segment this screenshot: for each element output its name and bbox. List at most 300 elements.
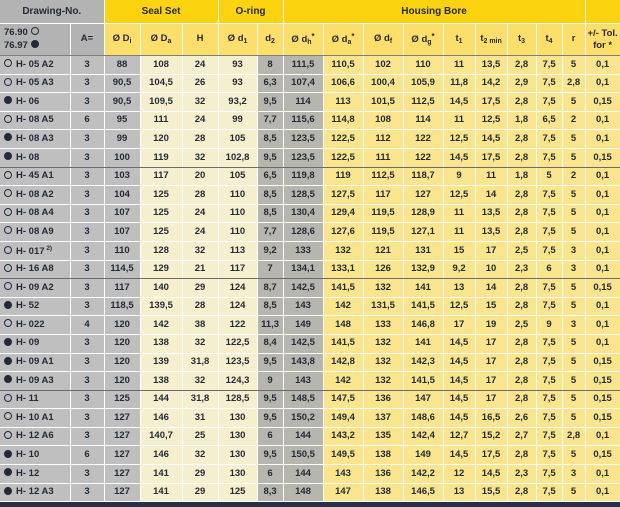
- value-cell: 0,1: [585, 465, 620, 484]
- value-cell: 142,5: [283, 279, 323, 298]
- value-cell: 112: [363, 130, 403, 149]
- value-cell: 140,7: [140, 427, 182, 446]
- value-cell: 9,5: [257, 409, 283, 428]
- value-cell: 114,8: [323, 111, 363, 130]
- value-cell: 105: [218, 130, 257, 149]
- value-cell: 26: [182, 74, 218, 93]
- value-cell: 14,5: [475, 465, 507, 484]
- value-cell: 7,5: [536, 204, 562, 223]
- value-cell: 127: [104, 483, 140, 502]
- value-cell: 12: [443, 465, 475, 484]
- seal-set-group-header: Seal Set: [104, 0, 218, 24]
- open-circle-icon: [31, 27, 39, 35]
- value-cell: 128,5: [283, 186, 323, 205]
- value-cell: 127: [104, 465, 140, 484]
- value-cell: 12,5: [443, 297, 475, 316]
- filled-circle-icon: [4, 450, 12, 458]
- value-cell: 24: [182, 56, 218, 75]
- value-cell: 147,5: [323, 390, 363, 409]
- value-cell: 141,5: [403, 372, 443, 391]
- value-cell: 7,5: [536, 74, 562, 93]
- value-cell: 2,8: [562, 74, 585, 93]
- value-cell: 0,1: [585, 111, 620, 130]
- value-cell: 120: [104, 353, 140, 372]
- column-header: Ø $D_i$: [104, 24, 140, 56]
- value-cell: 2,8: [507, 334, 536, 353]
- value-cell: 17: [475, 334, 507, 353]
- value-cell: 7,5: [536, 297, 562, 316]
- value-cell: 3: [70, 223, 104, 242]
- table-row: [0, 148, 620, 167]
- value-cell: 5: [562, 130, 585, 149]
- drawing-no-label: H- 12: [16, 467, 40, 479]
- value-cell: 142,3: [403, 353, 443, 372]
- value-cell: 9,5: [257, 446, 283, 465]
- column-header-a: A=: [70, 24, 104, 56]
- value-cell: 133,1: [323, 260, 363, 279]
- value-cell: 110: [218, 223, 257, 242]
- value-cell: 8,5: [257, 186, 283, 205]
- value-cell: 13,5: [475, 204, 507, 223]
- value-cell: 142,5: [283, 334, 323, 353]
- value-cell: 115,6: [283, 111, 323, 130]
- value-cell: 20: [182, 167, 218, 186]
- drawing-no-label: H- 16 A8: [16, 263, 54, 275]
- filled-circle-icon: [4, 301, 12, 309]
- value-cell: 7,5: [536, 372, 562, 391]
- value-cell: 109,5: [140, 93, 182, 112]
- table-row: [0, 56, 620, 75]
- value-cell: 128: [140, 241, 182, 260]
- value-cell: 0,1: [585, 56, 620, 75]
- value-cell: 144: [283, 465, 323, 484]
- value-cell: 32: [182, 446, 218, 465]
- column-header: $t_1$: [443, 24, 475, 56]
- column-header: +/- Tol. for *: [585, 24, 620, 56]
- value-cell: 128,6: [283, 223, 323, 242]
- value-cell: 128,9: [403, 204, 443, 223]
- housing-bore-group-header: Housing Bore: [283, 0, 585, 24]
- value-cell: 7,5: [536, 409, 562, 428]
- value-cell: 7,7: [257, 223, 283, 242]
- value-cell: 0,15: [585, 390, 620, 409]
- value-cell: 119: [323, 167, 363, 186]
- value-cell: 7,5: [536, 130, 562, 149]
- value-cell: 142,2: [403, 465, 443, 484]
- value-cell: 24: [182, 204, 218, 223]
- value-cell: 102: [363, 56, 403, 75]
- value-cell: 112,5: [403, 93, 443, 112]
- value-cell: 17: [475, 390, 507, 409]
- table-row: [0, 260, 620, 279]
- value-cell: 6: [257, 465, 283, 484]
- value-cell: 29: [182, 279, 218, 298]
- value-cell: 2,8: [507, 483, 536, 502]
- value-cell: 130: [218, 427, 257, 446]
- drawing-no-cell: [0, 74, 70, 93]
- open-circle-icon: [4, 59, 12, 67]
- value-cell: 2,8: [507, 353, 536, 372]
- value-cell: 117: [104, 279, 140, 298]
- value-cell: 127,1: [403, 223, 443, 242]
- value-cell: 2,8: [507, 56, 536, 75]
- value-cell: 99: [104, 130, 140, 149]
- banner-row: [0, 0, 620, 24]
- value-cell: 0,1: [585, 427, 620, 446]
- drawing-no-label: H- 11: [16, 393, 39, 405]
- value-cell: 0,1: [585, 130, 620, 149]
- value-cell: 15: [443, 241, 475, 260]
- drawing-no-label: H- 08 A2: [16, 188, 54, 200]
- value-cell: 0,1: [585, 223, 620, 242]
- drawing-no-label: H- 08 A4: [16, 207, 54, 219]
- value-cell: 132: [363, 353, 403, 372]
- value-cell: 7,5: [536, 446, 562, 465]
- drawing-no-cell: [0, 260, 70, 279]
- table-row: [0, 204, 620, 223]
- value-cell: 13,5: [475, 223, 507, 242]
- value-cell: 2,3: [507, 465, 536, 484]
- column-header: Ø $d_g^*$: [403, 24, 443, 56]
- column-header: H: [182, 24, 218, 56]
- value-cell: 9,5: [257, 353, 283, 372]
- column-header: $d_2$: [257, 24, 283, 56]
- table-row: [0, 186, 620, 205]
- value-cell: 144: [283, 427, 323, 446]
- value-cell: 132: [323, 241, 363, 260]
- column-header: Ø $d_1$: [218, 24, 257, 56]
- open-circle-icon: [4, 246, 12, 254]
- value-cell: 147: [403, 390, 443, 409]
- value-cell: 0,15: [585, 148, 620, 167]
- value-cell: 1,8: [507, 167, 536, 186]
- value-cell: 9: [257, 372, 283, 391]
- value-cell: 11,8: [443, 74, 475, 93]
- value-cell: 108: [140, 56, 182, 75]
- value-cell: 7,5: [536, 427, 562, 446]
- value-cell: 12,5: [443, 130, 475, 149]
- value-cell: 9,5: [257, 148, 283, 167]
- value-cell: 117: [140, 167, 182, 186]
- value-cell: 5: [562, 93, 585, 112]
- value-cell: 146,8: [403, 316, 443, 335]
- value-cell: 143,2: [323, 427, 363, 446]
- value-cell: 2,8: [507, 148, 536, 167]
- value-cell: 146: [140, 446, 182, 465]
- table-row: [0, 409, 620, 428]
- value-cell: 150,5: [283, 446, 323, 465]
- drawing-no-label: H- 08 A5: [16, 114, 54, 126]
- value-cell: 0,15: [585, 446, 620, 465]
- value-cell: 113: [323, 93, 363, 112]
- value-cell: 3: [70, 279, 104, 298]
- value-cell: 143: [283, 297, 323, 316]
- value-cell: 6,3: [257, 74, 283, 93]
- value-cell: 24: [182, 223, 218, 242]
- value-cell: 127: [104, 427, 140, 446]
- value-cell: 126: [363, 260, 403, 279]
- value-cell: 2,3: [507, 260, 536, 279]
- drawing-no-cell: [0, 372, 70, 391]
- value-cell: 117: [218, 260, 257, 279]
- value-cell: 120: [104, 334, 140, 353]
- value-cell: 120: [104, 372, 140, 391]
- value-cell: 110,5: [323, 56, 363, 75]
- value-cell: 107,4: [283, 74, 323, 93]
- value-cell: 142,4: [403, 427, 443, 446]
- value-cell: 149,4: [323, 409, 363, 428]
- value-cell: 5: [562, 372, 585, 391]
- value-cell: 3: [70, 409, 104, 428]
- value-cell: 90,5: [104, 74, 140, 93]
- drawing-no-cell: [0, 223, 70, 242]
- value-cell: 0,1: [585, 167, 620, 186]
- value-cell: 141: [403, 334, 443, 353]
- value-cell: 2,8: [507, 93, 536, 112]
- open-circle-icon: [4, 189, 12, 197]
- value-cell: 0,1: [585, 316, 620, 335]
- value-cell: 119: [140, 148, 182, 167]
- value-cell: 136: [363, 465, 403, 484]
- value-cell: 122,5: [323, 130, 363, 149]
- open-circle-icon: [4, 208, 12, 216]
- value-cell: 8,7: [257, 279, 283, 298]
- value-cell: 121: [363, 241, 403, 260]
- value-cell: 2,7: [507, 427, 536, 446]
- value-cell: 90,5: [104, 93, 140, 112]
- value-cell: 3: [70, 353, 104, 372]
- value-cell: 3: [70, 427, 104, 446]
- value-cell: 2,8: [507, 204, 536, 223]
- legend-filled-number: 76.97: [4, 39, 28, 51]
- value-cell: 5: [562, 148, 585, 167]
- drawing-no-legend: [0, 24, 70, 56]
- value-cell: 148,6: [403, 409, 443, 428]
- column-header: $t_{2 min}$: [475, 24, 507, 56]
- filled-circle-icon: [4, 133, 12, 141]
- open-circle-icon: [4, 264, 12, 272]
- value-cell: 149: [403, 446, 443, 465]
- value-cell: 138: [363, 483, 403, 502]
- drawing-no-cell: [0, 483, 70, 502]
- value-cell: 0,1: [585, 241, 620, 260]
- drawing-no-cell: [0, 353, 70, 372]
- drawing-no-label: H- 08 A3: [16, 132, 54, 144]
- table-row: [0, 93, 620, 112]
- value-cell: 111: [140, 111, 182, 130]
- value-cell: 9,5: [257, 390, 283, 409]
- value-cell: 7,5: [536, 223, 562, 242]
- value-cell: 129,4: [323, 204, 363, 223]
- value-cell: 119,5: [363, 204, 403, 223]
- value-cell: 11: [443, 223, 475, 242]
- value-cell: 9,5: [257, 93, 283, 112]
- tolerance-banner-spacer: [585, 0, 620, 24]
- value-cell: 32: [182, 241, 218, 260]
- value-cell: 104: [104, 186, 140, 205]
- value-cell: 141,5: [323, 279, 363, 298]
- table-row: [0, 241, 620, 260]
- value-cell: 2,8: [562, 427, 585, 446]
- value-cell: 15: [475, 297, 507, 316]
- filled-circle-icon: [31, 40, 39, 48]
- drawing-no-label: H- 09 A3: [16, 374, 54, 386]
- value-cell: 122,5: [218, 334, 257, 353]
- value-cell: 0,15: [585, 353, 620, 372]
- value-cell: 5: [562, 223, 585, 242]
- value-cell: 127: [104, 409, 140, 428]
- column-header: $t_3$: [507, 24, 536, 56]
- column-header: $t_4$: [536, 24, 562, 56]
- value-cell: 4: [70, 316, 104, 335]
- table-row: [0, 279, 620, 298]
- drawing-no-label: H- 10: [16, 449, 40, 461]
- value-cell: 3: [70, 483, 104, 502]
- value-cell: 5: [562, 446, 585, 465]
- column-header-row: [0, 24, 620, 56]
- value-cell: 14,5: [443, 390, 475, 409]
- value-cell: 32: [182, 372, 218, 391]
- drawing-no-label: H- 08 A9: [16, 225, 54, 237]
- value-cell: 108: [363, 111, 403, 130]
- drawing-no-cell: [0, 56, 70, 75]
- value-cell: 125: [218, 483, 257, 502]
- value-cell: 3: [70, 93, 104, 112]
- value-cell: 125: [104, 390, 140, 409]
- value-cell: 139: [140, 353, 182, 372]
- drawing-no-cell: [0, 167, 70, 186]
- value-cell: 2,5: [507, 241, 536, 260]
- value-cell: 9,2: [257, 241, 283, 260]
- table-row: [0, 130, 620, 149]
- value-cell: 133: [363, 316, 403, 335]
- value-cell: 125: [140, 223, 182, 242]
- value-cell: 14,5: [443, 446, 475, 465]
- value-cell: 120: [140, 130, 182, 149]
- value-cell: 1,8: [507, 111, 536, 130]
- value-cell: 7,5: [536, 93, 562, 112]
- value-cell: 6: [536, 260, 562, 279]
- column-header: Ø $d_a^*$: [323, 24, 363, 56]
- value-cell: 12,7: [443, 427, 475, 446]
- value-cell: 119,8: [283, 167, 323, 186]
- drawing-no-label: H- 05 A2: [16, 58, 54, 70]
- value-cell: 5: [562, 483, 585, 502]
- value-cell: 100,4: [363, 74, 403, 93]
- filled-circle-icon: [4, 357, 12, 365]
- value-cell: 150,2: [283, 409, 323, 428]
- value-cell: 11: [475, 167, 507, 186]
- value-cell: 130,4: [283, 204, 323, 223]
- value-cell: 110: [218, 186, 257, 205]
- value-cell: 32: [182, 334, 218, 353]
- value-cell: 142: [323, 372, 363, 391]
- value-cell: 14,5: [443, 148, 475, 167]
- value-cell: 122: [403, 148, 443, 167]
- value-cell: 141: [403, 279, 443, 298]
- value-cell: 3: [70, 130, 104, 149]
- value-cell: 5: [562, 186, 585, 205]
- value-cell: 29: [182, 483, 218, 502]
- value-cell: 9,2: [443, 260, 475, 279]
- value-cell: 148,5: [283, 390, 323, 409]
- value-cell: 99: [218, 111, 257, 130]
- table-row: [0, 223, 620, 242]
- value-cell: 146: [140, 409, 182, 428]
- value-cell: 103: [104, 167, 140, 186]
- column-header: Ø $d_h^*$: [283, 24, 323, 56]
- value-cell: 128,5: [218, 390, 257, 409]
- value-cell: 130: [218, 446, 257, 465]
- value-cell: 149,5: [323, 446, 363, 465]
- value-cell: 3: [562, 465, 585, 484]
- value-cell: 136: [363, 390, 403, 409]
- value-cell: 142: [140, 316, 182, 335]
- value-cell: 28: [182, 130, 218, 149]
- value-cell: 117: [363, 186, 403, 205]
- value-cell: 107: [104, 204, 140, 223]
- drawing-no-cell: [0, 390, 70, 409]
- value-cell: 28: [182, 297, 218, 316]
- open-circle-icon: [4, 319, 12, 327]
- drawing-no-cell: [0, 130, 70, 149]
- value-cell: 132: [363, 372, 403, 391]
- drawing-no-cell: [0, 204, 70, 223]
- drawing-no-cell: [0, 186, 70, 205]
- value-cell: 0,1: [585, 260, 620, 279]
- open-circle-icon: [4, 394, 12, 402]
- value-cell: 143: [283, 372, 323, 391]
- value-cell: 138: [363, 446, 403, 465]
- value-cell: 13: [443, 483, 475, 502]
- table-row: [0, 316, 620, 335]
- value-cell: 3: [70, 74, 104, 93]
- drawing-no-label: H- 52: [16, 300, 40, 312]
- value-cell: 8: [257, 56, 283, 75]
- drawing-no-label: H- 05 A3: [16, 77, 54, 89]
- value-cell: 130: [218, 409, 257, 428]
- value-cell: 0,15: [585, 93, 620, 112]
- open-circle-icon: [4, 78, 12, 86]
- open-circle-icon: [4, 171, 12, 179]
- value-cell: 7,5: [536, 241, 562, 260]
- drawing-no-cell: [0, 279, 70, 298]
- value-cell: 123,5: [283, 148, 323, 167]
- value-cell: 5: [562, 56, 585, 75]
- value-cell: 127: [403, 186, 443, 205]
- column-header: Ø $d_f$: [363, 24, 403, 56]
- value-cell: 17: [443, 316, 475, 335]
- drawing-no-label: H- 10 A1: [16, 411, 54, 423]
- value-cell: 105: [218, 167, 257, 186]
- value-cell: 118,7: [403, 167, 443, 186]
- value-cell: 100: [104, 148, 140, 167]
- value-cell: 3: [70, 56, 104, 75]
- value-cell: 15,5: [475, 483, 507, 502]
- table-row: [0, 74, 620, 93]
- value-cell: 2,9: [507, 74, 536, 93]
- value-cell: 124: [218, 297, 257, 316]
- value-cell: 38: [182, 316, 218, 335]
- value-cell: 29: [182, 465, 218, 484]
- table-row: [0, 446, 620, 465]
- value-cell: 149: [283, 316, 323, 335]
- value-cell: 32: [182, 93, 218, 112]
- drawing-no-cell: [0, 148, 70, 167]
- table-row: [0, 167, 620, 186]
- value-cell: 12,5: [443, 186, 475, 205]
- value-cell: 127,5: [323, 186, 363, 205]
